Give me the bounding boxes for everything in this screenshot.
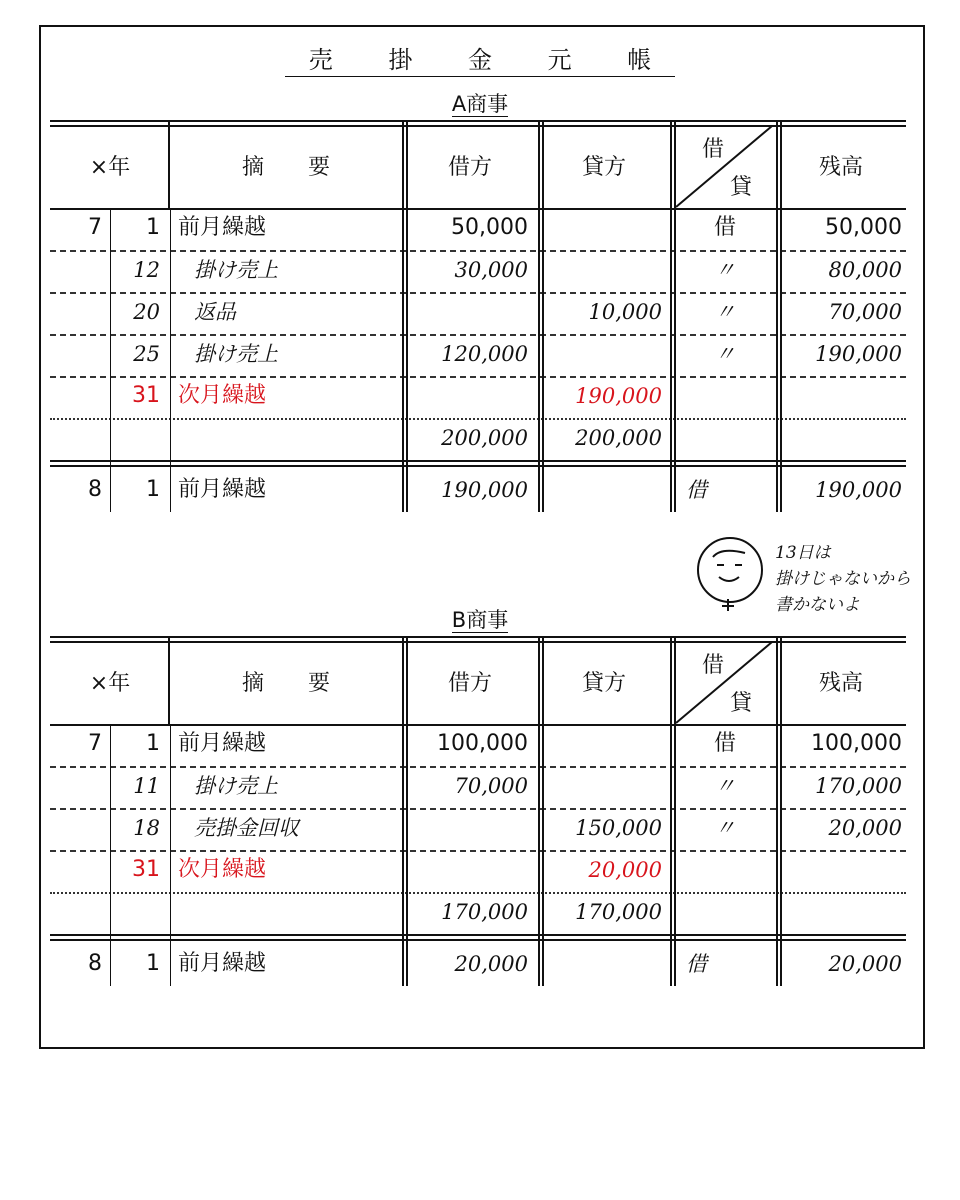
row-drcr: 〃 [714, 300, 736, 324]
smiley-face-icon [697, 537, 763, 603]
row-summary: 掛け売上 [194, 258, 278, 282]
header-drcr-bottom: 貸 [729, 691, 752, 716]
row-month [50, 766, 102, 806]
header-year: ×年 [89, 671, 131, 696]
row-month [50, 850, 102, 890]
smiley-neck-icon [720, 598, 740, 617]
row-month [50, 334, 102, 374]
row-balance: 70,000 [828, 300, 902, 324]
row-drcr [678, 376, 772, 416]
total-credit: 170,000 [575, 900, 662, 924]
row-debit [410, 808, 528, 848]
carry-drcr: 借 [686, 478, 707, 502]
header-debit: 借方 [447, 155, 492, 180]
row-credit [546, 250, 662, 290]
row-drcr: 〃 [714, 258, 736, 282]
row-debit [410, 850, 528, 890]
row-month [50, 808, 102, 848]
carry-drcr: 借 [686, 952, 707, 976]
row-debit: 120,000 [441, 342, 528, 366]
row-day: 1 [146, 731, 160, 756]
row-debit: 70,000 [454, 774, 528, 798]
row-drcr: 〃 [714, 774, 736, 798]
header-credit: 貸方 [581, 155, 626, 180]
row-summary: 返品 [194, 300, 236, 324]
side-note: 13日は 掛けじゃないから 書かないよ [775, 543, 911, 615]
row-month [50, 292, 102, 332]
row-debit: 30,000 [454, 258, 528, 282]
row-day: 11 [133, 774, 160, 798]
row-drcr: 〃 [714, 342, 736, 366]
row-balance: 170,000 [815, 774, 902, 798]
row-credit [546, 724, 662, 764]
row-day: 1 [146, 215, 160, 240]
row-month [50, 250, 102, 290]
row-balance [784, 850, 902, 890]
row-debit: 50,000 [451, 215, 528, 240]
row-month [50, 376, 102, 416]
row-drcr: 借 [713, 215, 736, 240]
total-credit: 200,000 [575, 426, 662, 450]
row-credit [546, 334, 662, 374]
header-year: ×年 [89, 155, 131, 180]
drcr-diagonal-line [674, 125, 774, 209]
row-balance: 20,000 [828, 816, 902, 840]
row-credit [546, 766, 662, 806]
row-month: 7 [88, 731, 102, 756]
row-credit: 150,000 [575, 816, 662, 840]
row-summary: 前月繰越 [178, 731, 267, 756]
row-day: 25 [133, 342, 160, 366]
row-day: 20 [133, 300, 160, 324]
carry-balance: 190,000 [815, 478, 902, 502]
row-summary: 次月繰越 [178, 857, 267, 882]
ledger-title: 売 掛 金 元 帳 [0, 40, 960, 75]
header-balance: 残高 [818, 671, 863, 696]
row-debit: 100,000 [437, 731, 528, 756]
row-summary: 次月繰越 [178, 383, 267, 408]
drcr-diagonal-line [674, 641, 774, 725]
row-debit [410, 376, 528, 416]
row-summary: 掛け売上 [194, 342, 278, 366]
row-drcr: 借 [713, 731, 736, 756]
header-summary: 摘 要 [241, 671, 330, 696]
carry-balance: 20,000 [828, 952, 902, 976]
row-credit [546, 208, 662, 248]
total-debit: 170,000 [441, 900, 528, 924]
row-credit: 20,000 [588, 858, 662, 882]
row-balance: 100,000 [811, 731, 902, 756]
row-balance: 80,000 [828, 258, 902, 282]
header-balance: 残高 [818, 155, 863, 180]
carry-summary: 前月繰越 [178, 477, 267, 502]
carry-day: 1 [146, 477, 160, 502]
header-drcr-top: 借 [701, 653, 724, 678]
row-day: 31 [132, 383, 160, 408]
carry-month: 8 [88, 951, 102, 976]
row-summary: 前月繰越 [178, 215, 267, 240]
carry-debit: 190,000 [441, 478, 528, 502]
header-summary: 摘 要 [241, 155, 330, 180]
account-name-a: A商事 [451, 92, 509, 116]
row-drcr: 〃 [714, 816, 736, 840]
carry-day: 1 [146, 951, 160, 976]
row-balance: 50,000 [825, 215, 902, 240]
row-month: 7 [88, 215, 102, 240]
header-credit: 貸方 [581, 671, 626, 696]
carry-summary: 前月繰越 [178, 951, 267, 976]
row-summary: 売掛金回収 [194, 816, 299, 840]
row-day: 31 [132, 857, 160, 882]
header-debit: 借方 [447, 671, 492, 696]
account-name-b: B商事 [451, 608, 509, 632]
ledger-table-a [50, 120, 906, 512]
header-drcr-top: 借 [701, 137, 724, 162]
row-day: 12 [133, 258, 160, 282]
carry-month: 8 [88, 477, 102, 502]
header-drcr-bottom: 貸 [729, 175, 752, 200]
row-debit [410, 292, 528, 332]
row-balance [784, 376, 902, 416]
row-day: 18 [133, 816, 160, 840]
row-balance: 190,000 [815, 342, 902, 366]
total-debit: 200,000 [441, 426, 528, 450]
ledger-table-b [50, 636, 906, 986]
row-summary: 掛け売上 [194, 774, 278, 798]
row-credit: 10,000 [588, 300, 662, 324]
row-drcr [678, 850, 772, 890]
carry-debit: 20,000 [454, 952, 528, 976]
row-credit: 190,000 [575, 384, 662, 408]
